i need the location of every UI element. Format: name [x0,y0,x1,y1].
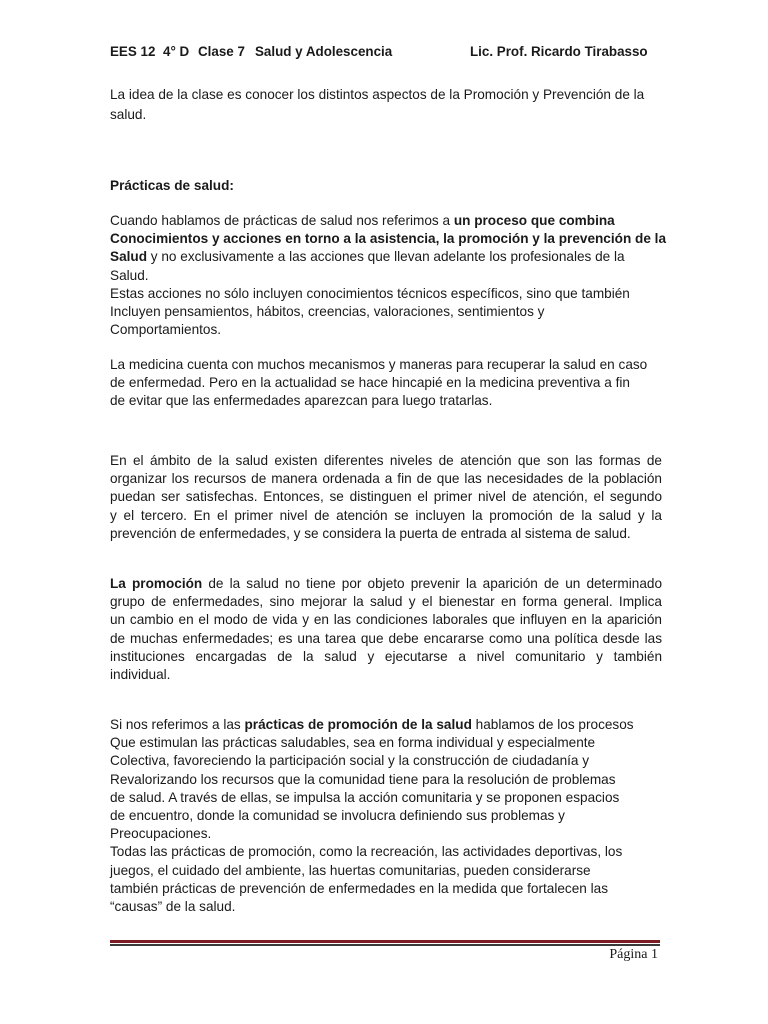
text-line: grupo de enfermedades, sino mejorar la salud y el bienestar en forma general. Implica [110,594,662,610]
header-teacher: Lic. Prof. Ricardo Tirabasso [470,44,648,59]
page-number: Página 1 [609,947,658,962]
text-line: Salud. [110,267,149,283]
paragraph-medicina [110,356,662,411]
text-line: Comportamientos. [110,322,222,338]
text-line: Que estimulan las prácticas saludables, sea en forma individual y especialmente [110,735,596,751]
bold-phrase: Salud [110,249,148,265]
bold-phrase: prácticas de promoción de la salud [244,717,472,732]
header-grade: 4° D [163,44,190,59]
text-line [110,716,662,734]
text-line: La idea de la clase es conocer los distintos aspectos de la Promoción y Prevención de la [110,87,645,102]
text-line: puedan ser satisfechas. Entonces, se distinguen el primer nivel de atención, el segundo [110,489,662,505]
text-line: salud. [110,107,147,123]
text-line: “causas” de la salud. [110,899,236,915]
text-line: prevención de enfermedades, y se considera la puerta de entrada al sistema de salud. [110,525,631,541]
text-line: En el ámbito de la salud existen diferentes niveles de atención que son las formas de [110,453,662,468]
text-line: Revalorizando los recursos que la comunidad tiene para la resolución de problemas [110,771,616,787]
text-line: y el tercero. En el primer nivel de atención se incluyen la promoción de la salud y la [110,507,662,523]
text-line: Todas las prácticas de promoción, como la recreación, las actividades deportivas, los [110,844,623,860]
text-line: Colectiva, favoreciendo la participación social y la construcción de ciudadanía y [110,753,590,769]
text-run: Cuando hablamos de prácticas de salud nos referimos a [110,213,454,228]
paragraph-practicas-promocion [110,716,662,916]
section-title-text: Prácticas de salud: [110,178,234,193]
text-line: Estas acciones no sólo incluyen conocimientos técnicos específicos, sino que también [110,285,630,301]
text-line: también prácticas de prevención de enfermedades en la medida que fortalecen las [110,880,608,896]
text-line [110,248,662,266]
text-line: Incluyen pensamientos, hábitos, creencias, valoraciones, sentimientos y [110,304,545,320]
text-line [110,212,662,230]
header-lesson: Clase 7 [198,44,245,59]
header-subject: Salud y Adolescencia [255,44,393,59]
bold-phrase: un proceso que combina [453,213,615,228]
intro-paragraph [110,86,662,124]
page-header [110,44,670,64]
bold-line: Conocimientos y acciones en torno a la asistencia, la promoción y la prevención de la [110,231,667,247]
text-run: hablamos de los procesos [471,717,634,732]
text-line: de muchas enfermedades; es una tarea que debe encararse como una política desde las [110,630,662,646]
text-line: juegos, el cuidado del ambiente, las huertas comunitarias, pueden considerarse [110,862,591,878]
text-line: de enfermedad. Pero en la actualidad se hace hincapié en la medicina preventiva a fin [110,375,630,391]
paragraph-niveles [110,452,662,543]
header-school: EES 12 [110,44,156,59]
paragraph-practicas [110,212,667,339]
text-line: de encuentro, donde la comunidad se involucra definiendo sus problemas y [110,808,565,824]
text-line: Preocupaciones. [110,826,212,842]
paragraph-promocion [110,575,662,684]
text-run: y no exclusivamente a las acciones que llevan adelante los profesionales de la [147,249,625,265]
section-title [110,177,662,195]
text-line: La medicina cuenta con muchos mecanismos y maneras para recuperar la salud en caso [110,357,648,372]
text-line: de salud. A través de ellas, se impulsa la acción comunitaria y se proponen espacios [110,789,620,805]
text-line [110,575,662,593]
bold-phrase: La promoción [110,576,203,591]
text-line: individual. [110,667,171,683]
footer-divider-secondary [110,944,660,946]
text-run: Si nos referimos a las [110,717,245,732]
text-line: un cambio en el modo de vida y en las condiciones laborales que influyen en la aparición [110,612,662,628]
text-line: instituciones encargadas de la salud y ejecutarse a nivel comunitario y también [110,648,662,664]
text-line: de evitar que las enfermedades aparezcan para luego tratarlas. [110,393,493,409]
text-line: organizar los recursos de manera ordenada a fin de que las necesidades de la población [110,471,662,487]
text-run: de la salud no tiene por objeto prevenir la aparición de un determinado [202,576,663,591]
footer-divider-primary [110,940,660,943]
